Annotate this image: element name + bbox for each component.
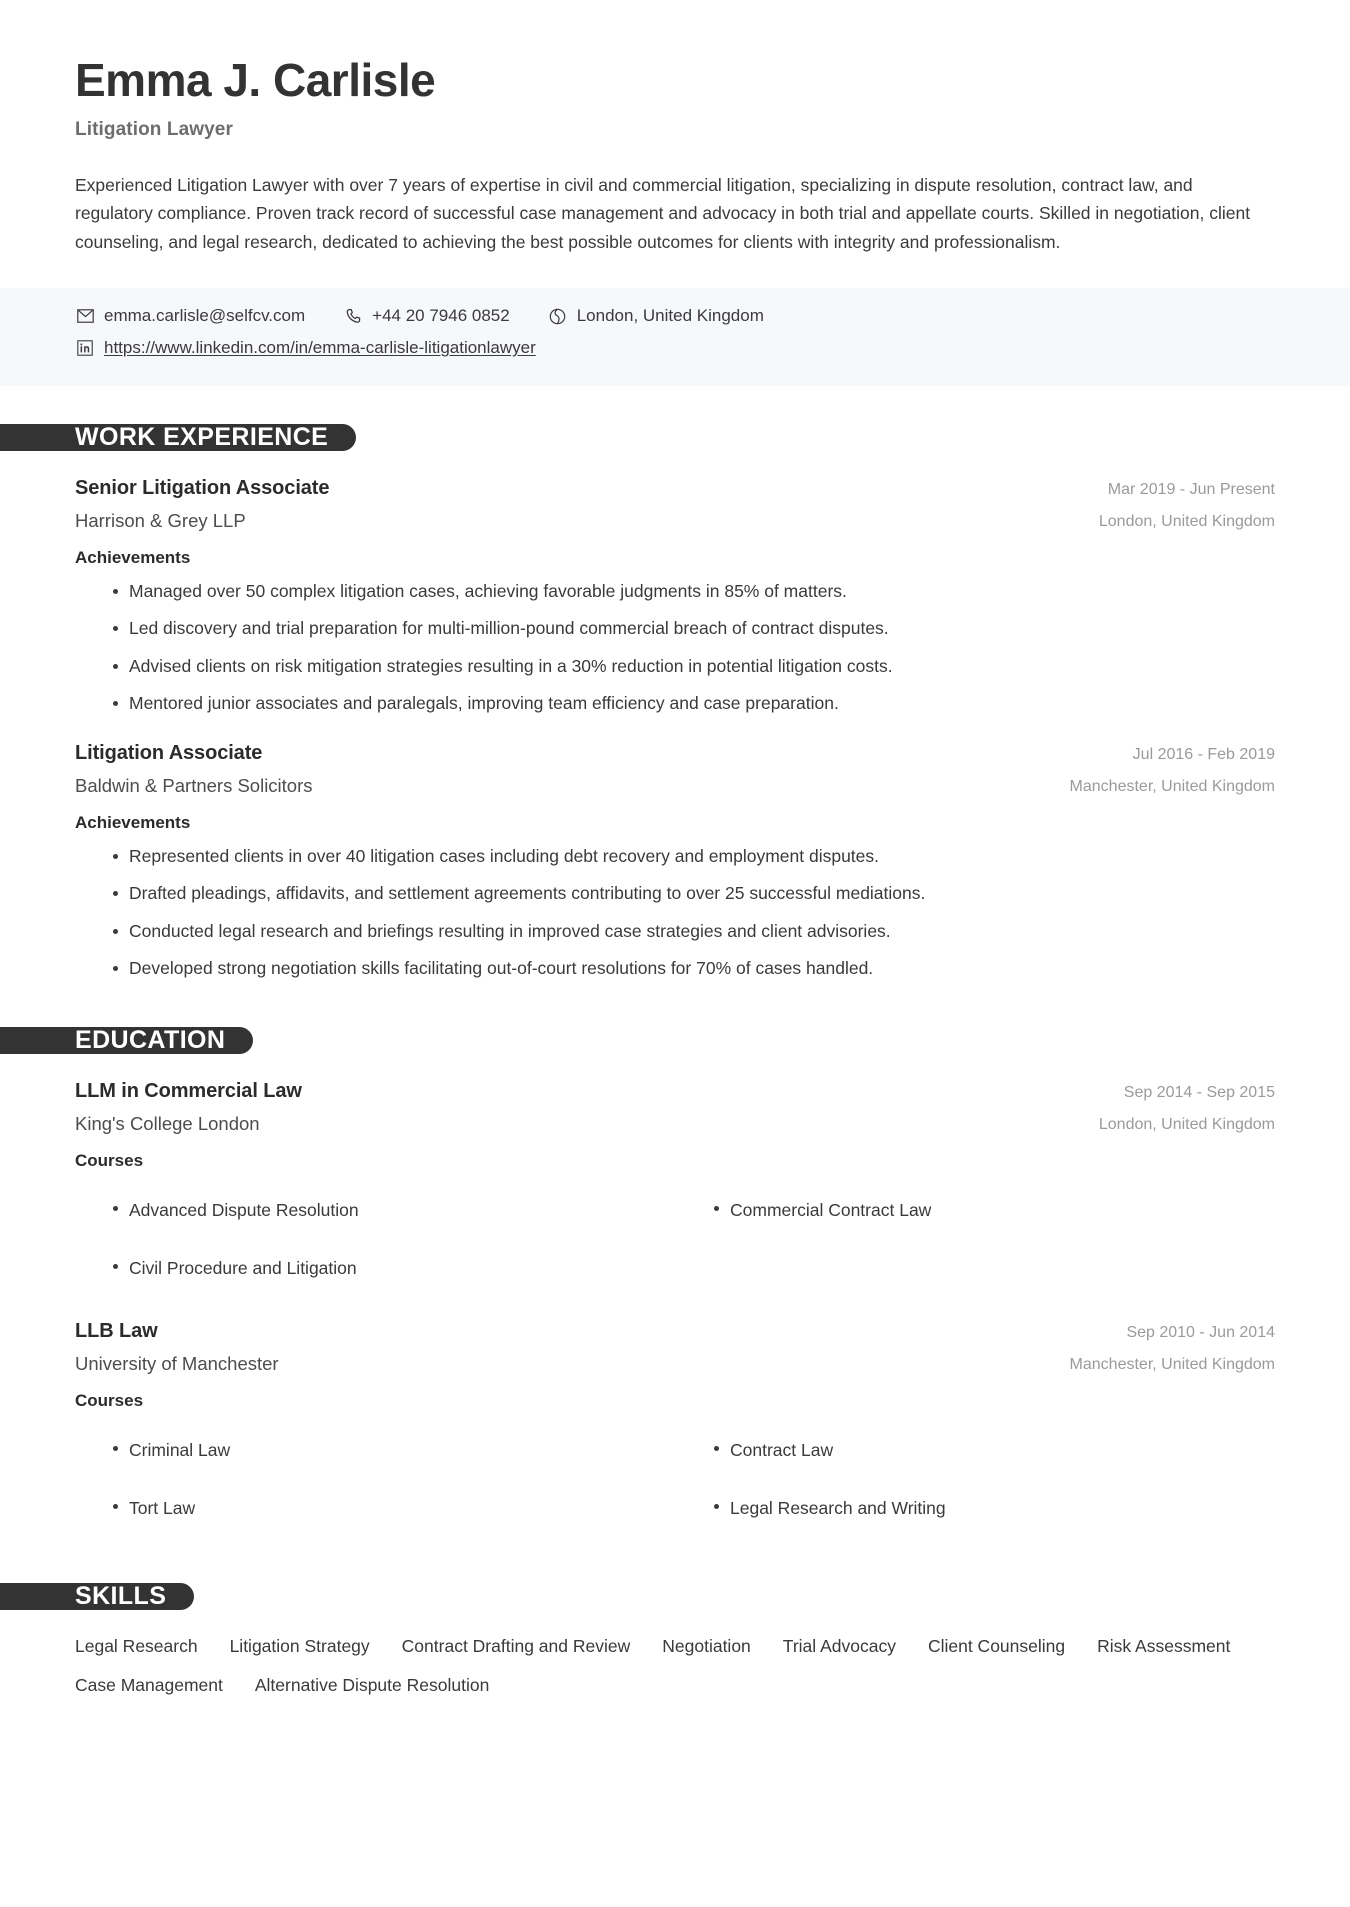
education-entry-right (1075, 1084, 1275, 1134)
work-entry-right (1075, 481, 1275, 531)
contact-phone[interactable] (343, 306, 510, 326)
list-item: Managed over 50 complex litigation cases, achieving favorable judgments in 85% of matters. (113, 578, 1275, 604)
list-item: Contract Law (714, 1421, 1275, 1479)
skill-item: Case Management (75, 1675, 223, 1696)
education-entry-sub-label: Courses (75, 1151, 144, 1171)
contact-phone-text: +44 20 7946 0852 (372, 306, 510, 326)
skill-item: Client Counseling (927, 1636, 1066, 1657)
work-entry-organization: Baldwin & Partners Solicitors (75, 775, 313, 797)
education-courses-grid (75, 1421, 1275, 1538)
section-skills (0, 1583, 1350, 1714)
list-item: Mentored junior associates and paralegals, improving team efficiency and case preparation. (113, 690, 1275, 716)
list-item: Conducted legal research and briefings resulting in improved case strategies and client advisories. (113, 918, 1275, 944)
section-body-education (0, 1080, 1350, 1537)
work-entry-sub-label: Achievements (75, 548, 191, 568)
work-entry-bullets (75, 843, 1275, 981)
list-item: Led discovery and trial preparation for multi-million-pound commercial breach of contract disputes. (113, 615, 1275, 641)
work-entry-left (75, 742, 1046, 797)
education-entry-location: Manchester, United Kingdom (1069, 1355, 1275, 1373)
work-entry-sub-label: Achievements (75, 813, 191, 833)
page-title: Emma J. Carlisle (75, 54, 436, 106)
work-entry-left (75, 477, 1075, 532)
linkedin-icon (75, 338, 95, 358)
list-item: Tort Law (113, 1479, 674, 1537)
list-item: Advanced Dispute Resolution (113, 1181, 674, 1239)
work-entry-head (75, 742, 1275, 797)
contact-linkedin-text[interactable]: https://www.linkedin.com/in/emma-carlisle-litigationlawyer (104, 338, 536, 358)
professional-summary: Experienced Litigation Lawyer with over 7 years of expertise in civil and commercial litigation, specializing in dispute resolution, contract law, and regulatory compliance. Proven track record of successful case management and advocacy in both trial and appellate courts. Skilled in negotiation, client counseling, and legal research, dedicated to achieving the best possible outcomes for clients with integrity and professionalism. (75, 174, 1251, 252)
section-body-work (0, 477, 1350, 981)
education-courses-grid (75, 1181, 1275, 1298)
skill-item: Contract Drafting and Review (401, 1636, 631, 1657)
phone-icon (343, 306, 363, 326)
education-entry (75, 1080, 1275, 1298)
work-entry-date: Jul 2016 - Feb 2019 (1132, 746, 1275, 764)
job-title: Litigation Lawyer (75, 118, 233, 140)
education-entry-right (1046, 1324, 1275, 1374)
work-entry-date: Mar 2019 - Jun Present (1107, 481, 1275, 499)
list-item: Developed strong negotiation skills facilitating out-of-court resolutions for 70% of cases handled. (113, 955, 1275, 981)
envelope-icon (75, 306, 95, 326)
skill-item: Risk Assessment (1097, 1636, 1231, 1657)
education-entry-sub-label: Courses (75, 1390, 144, 1410)
work-entry (75, 477, 1275, 716)
education-entry-left (75, 1080, 1075, 1135)
section-banner-work-experience: WORK EXPERIENCE (0, 424, 356, 451)
work-entry-bullets (75, 578, 1275, 716)
education-entry-left (75, 1320, 1046, 1375)
contact-email[interactable] (75, 306, 305, 326)
globe-icon (548, 306, 568, 326)
contact-bar (0, 288, 1350, 386)
education-entry-location: London, United Kingdom (1098, 1116, 1275, 1134)
work-entry-right (1046, 746, 1275, 796)
list-item: Advised clients on risk mitigation strategies resulting in a 30% reduction in potential litigation costs. (113, 653, 1275, 679)
work-entry-head (75, 477, 1275, 532)
education-entry-degree: LLB Law (75, 1319, 158, 1342)
education-entry-date: Sep 2014 - Sep 2015 (1123, 1084, 1275, 1102)
section-banner-skills: SKILLS (0, 1583, 194, 1610)
skill-item: Negotiation (662, 1636, 751, 1657)
list-item: Legal Research and Writing (714, 1479, 1275, 1537)
banner-wrap-education (0, 1027, 1350, 1054)
skill-item: Legal Research (75, 1636, 198, 1657)
work-entry-title: Senior Litigation Associate (75, 477, 330, 500)
education-entry (75, 1320, 1275, 1538)
contact-email-text: emma.carlisle@selfcv.com (104, 306, 306, 326)
skill-item: Alternative Dispute Resolution (254, 1675, 490, 1696)
resume-header (0, 0, 1350, 256)
education-entry-date: Sep 2010 - Jun 2014 (1126, 1323, 1275, 1341)
contact-location-text: London, United Kingdom (576, 306, 764, 326)
contact-row-secondary (75, 338, 1275, 358)
banner-wrap-skills (0, 1583, 1350, 1610)
list-item: Drafted pleadings, affidavits, and settlement agreements contributing to over 25 successful mediations. (113, 880, 1275, 906)
section-education (0, 1027, 1350, 1537)
work-entry-title: Litigation Associate (75, 742, 263, 765)
skills-list (75, 1636, 1275, 1714)
education-entry-head (75, 1320, 1275, 1375)
work-entry-location: Manchester, United Kingdom (1069, 778, 1275, 796)
skill-item: Trial Advocacy (782, 1636, 896, 1657)
list-item: Civil Procedure and Litigation (113, 1239, 674, 1297)
list-item: Criminal Law (113, 1421, 674, 1479)
banner-wrap-work (0, 424, 1350, 451)
skill-item: Litigation Strategy (229, 1636, 370, 1657)
contact-row-primary (75, 306, 1275, 326)
contact-location (548, 306, 764, 326)
section-body-skills (0, 1636, 1350, 1714)
section-work-experience (0, 424, 1350, 981)
section-banner-education: EDUCATION (0, 1027, 253, 1054)
education-entry-school: University of Manchester (75, 1352, 279, 1374)
list-item: Commercial Contract Law (714, 1181, 1275, 1239)
list-item: Represented clients in over 40 litigation cases including debt recovery and employment disputes. (113, 843, 1275, 869)
education-entry-degree: LLM in Commercial Law (75, 1080, 302, 1103)
work-entry-organization: Harrison & Grey LLP (75, 510, 246, 532)
work-entry (75, 742, 1275, 981)
work-entry-location: London, United Kingdom (1098, 513, 1275, 531)
education-entry-school: King's College London (75, 1113, 260, 1135)
contact-linkedin[interactable] (75, 338, 536, 358)
education-entry-head (75, 1080, 1275, 1135)
